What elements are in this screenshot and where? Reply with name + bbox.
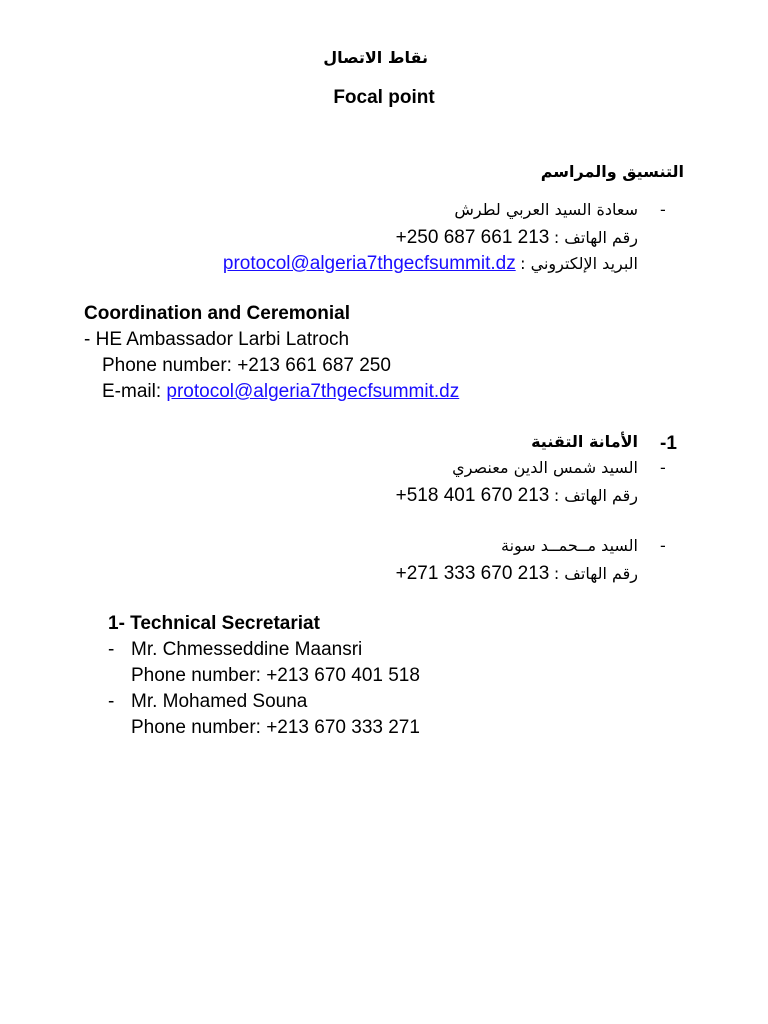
en-email-label: E-mail:: [102, 381, 167, 402]
ar-person2-phone-value: +271 333 670 213: [395, 563, 550, 584]
ar-person2-phone-line: [396, 564, 638, 583]
ar-person2-bullet: -: [660, 536, 666, 555]
title-arabic: نقاط الاتصال: [323, 48, 428, 67]
ar-person2-phone-label: رقم الهاتف :: [553, 564, 638, 583]
ar-phone-label: رقم الهاتف :: [553, 228, 638, 247]
en-email-link[interactable]: protocol@algeria7thgecfsummit.dz: [166, 381, 460, 402]
ar-coordination-phone-line: [396, 228, 638, 247]
ar-person1-bullet: -: [660, 458, 666, 477]
ar-person2-name: السيد مــحمــد سونة: [501, 536, 638, 555]
ar-coordination-email-line: [223, 254, 638, 273]
ar-person1-phone-value: +518 401 670 213: [395, 485, 550, 506]
ar-phone-value: +250 687 661 213: [395, 227, 550, 248]
en-person2-bullet: -: [108, 691, 115, 712]
ar-email-link[interactable]: protocol@algeria7thgecfsummit.dz: [222, 253, 516, 274]
title-english: Focal point: [333, 87, 435, 108]
ar-coordination-heading: التنسيق والمراسم: [540, 162, 684, 181]
en-person2-phone: Phone number: +213 670 333 271: [131, 717, 420, 738]
ar-email-label: البريد الإلكتروني :: [520, 254, 638, 273]
en-person1-bullet: -: [108, 639, 115, 660]
en-coordination-email-line: [102, 382, 459, 401]
en-secretariat-heading: 1- Technical Secretariat: [108, 613, 320, 634]
ar-coordination-name: سعادة السيد العربي لطرش: [454, 200, 638, 219]
en-coordination-heading: Coordination and Ceremonial: [84, 303, 351, 324]
ar-person1-phone-label: رقم الهاتف :: [553, 486, 638, 505]
ar-person1-name: السيد شمس الدين معنصري: [452, 458, 638, 477]
en-person1-name: Mr. Chmesseddine Maansri: [131, 639, 363, 660]
en-person2-name: Mr. Mohamed Souna: [131, 691, 308, 712]
en-coordination-ambassador: - HE Ambassador Larbi Latroch: [84, 329, 350, 350]
ar-person1-phone-line: [396, 486, 638, 505]
ar-secretariat-heading: الأمانة التقنية: [531, 432, 638, 451]
ar-coordination-bullet: -: [660, 200, 666, 219]
ar-secretariat-number: -1: [660, 433, 677, 454]
en-person1-phone: Phone number: +213 670 401 518: [131, 665, 420, 686]
en-coordination-phone: Phone number: +213 661 687 250: [102, 355, 391, 376]
